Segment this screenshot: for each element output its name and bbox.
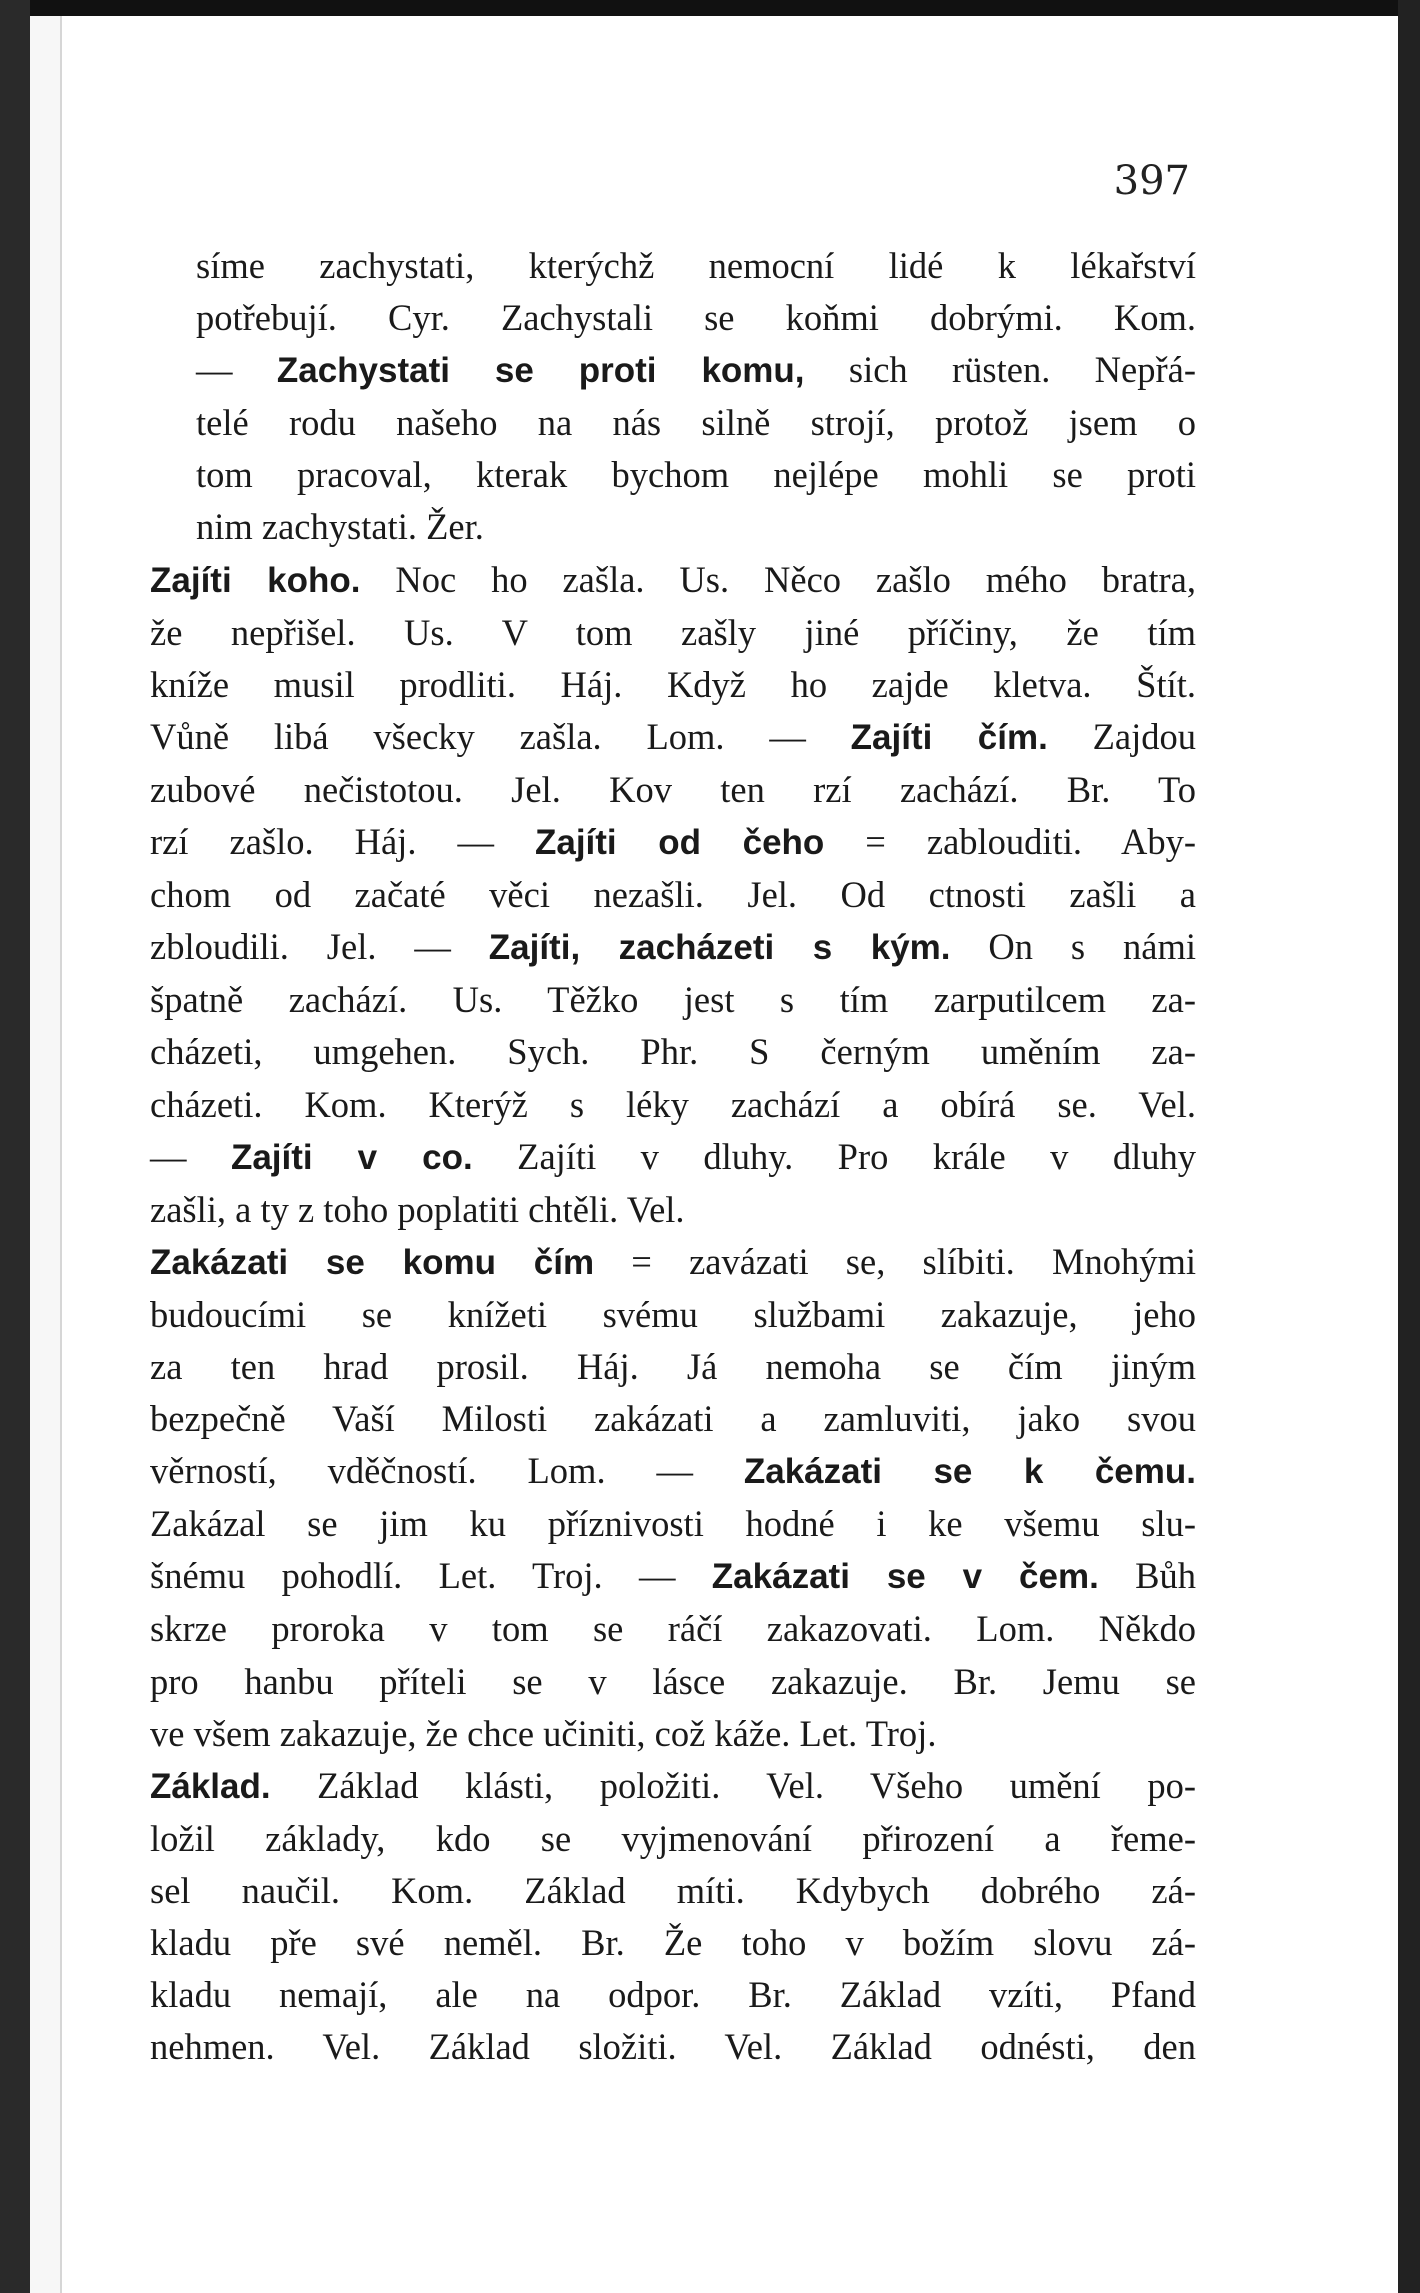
text-line (150, 1341, 1196, 1393)
text-line (150, 1550, 1196, 1603)
line-text: chom od začaté věci nezašli. Jel. Od ctnosti zašli a (150, 874, 1196, 916)
line-text: že nepřišel. Us. V tom zašly jiné příčiny, že tím (150, 611, 1196, 653)
text-line (150, 1917, 1196, 1969)
line-text: kladu pře své neměl. Br. Že toho v božím slovu zá- (150, 1922, 1196, 1963)
text-line (150, 1969, 1196, 2021)
text-line (196, 292, 1196, 344)
text-line (196, 397, 1196, 449)
line-text: kladu nemají, ale na odpor. Br. Základ vzíti, Pfand (150, 1974, 1196, 2016)
line-text: zašli, a ty z toho poplatiti chtěli. Vel. (150, 1188, 685, 1230)
text-line (150, 659, 1196, 711)
line-text: věrností, vděčností. Lom. — (150, 1450, 744, 1492)
text-line (150, 1760, 1196, 1813)
entry-zajiti (150, 554, 1196, 1236)
line-text: cházeti. Kom. Kterýž s léky zachází a obírá se. Vel. (150, 1083, 1196, 1125)
text-line (150, 1813, 1196, 1865)
text-line (150, 1498, 1196, 1550)
scan-right-border (1398, 0, 1420, 2293)
line-text: bezpečně Vaší Milosti zakázati a zamluviti, jako svou (150, 1398, 1196, 1440)
text-line (150, 764, 1196, 816)
book-gutter (30, 16, 62, 2293)
line-text: sel naučil. Kom. Základ míti. Kdybych dobrého zá- (150, 1869, 1196, 1911)
line-text: ve všem zakazuje, že chce učiniti, což káže. Let. Troj. (150, 1712, 937, 1754)
line-text: zbloudili. Jel. — (150, 926, 489, 968)
text-line (150, 974, 1196, 1026)
line-text: tom pracoval, kterak bychom nejlépe mohli se proti (196, 454, 1196, 496)
text-line (150, 554, 1196, 607)
line-text: On s námi (950, 926, 1197, 968)
text-line (150, 711, 1196, 764)
line-text: síme zachystati, kterýchž nemocní lidé k lékařství (196, 245, 1196, 286)
text-line (150, 1445, 1196, 1498)
headword: Zajíti, zacházeti s kým. (488, 928, 951, 968)
text-line (150, 816, 1196, 869)
text-line (150, 607, 1196, 659)
text-line (150, 1026, 1196, 1078)
line-text: Zajíti v dluhy. Pro krále v dluhy (472, 1135, 1197, 1177)
line-text: ložil základy, kdo se vyjmenování přirození a řeme- (150, 1817, 1196, 1859)
dictionary-page-body (150, 240, 1196, 2073)
text-line (150, 1131, 1197, 1184)
text-line (150, 1656, 1196, 1708)
line-text: Vůně libá všecky zašla. Lom. — (150, 715, 851, 757)
line-text: špatně zachází. Us. Těžko jest s tím zarputilcem za- (150, 979, 1196, 1021)
headword: Zajíti od čeho (534, 823, 825, 863)
line-text: skrze proroka v tom se ráčí zakazovati. Lom. Někdo (150, 1608, 1196, 1650)
headword: Zajíti v co. (230, 1137, 473, 1177)
text-line (196, 344, 1196, 397)
text-line (196, 501, 1196, 553)
line-text: — (196, 349, 277, 391)
line-text: — (150, 1135, 231, 1177)
headword: Zachystati se proti komu, (276, 351, 805, 391)
line-text: rzí zašlo. Háj. — (150, 821, 535, 863)
headword: Zakázati se k čemu. (743, 1452, 1196, 1492)
line-text: Základ klásti, položiti. Vel. Všeho umění po- (270, 1764, 1196, 1806)
text-line (150, 1708, 1196, 1760)
line-text: nim zachystati. Žer. (196, 506, 484, 548)
text-line (150, 869, 1196, 921)
text-line (196, 449, 1196, 501)
text-line (150, 1289, 1196, 1341)
text-line (150, 1603, 1196, 1655)
scan-left-border (0, 0, 30, 2293)
line-text: za ten hrad prosil. Háj. Já nemoha se čím jiným (150, 1345, 1196, 1387)
entry-zaklad (150, 1760, 1196, 2074)
line-text: potřebují. Cyr. Zachystali se koňmi dobrými. Kom. (196, 297, 1196, 339)
entry-zachystati-continued (150, 240, 1196, 554)
text-line (150, 1393, 1196, 1445)
text-line (150, 1865, 1196, 1917)
text-line (150, 921, 1197, 974)
line-text: sich rüsten. Nepřá- (804, 349, 1196, 391)
line-text: cházeti, umgehen. Sych. Phr. S černým uměním za- (150, 1031, 1196, 1073)
headword: Zajíti čím. (850, 717, 1048, 757)
line-text: telé rodu našeho na nás silně strojí, protož jsem o (196, 402, 1196, 444)
line-text: Zajdou (1047, 715, 1196, 757)
line-text: = zavázati se, slíbiti. Mnohými (594, 1240, 1196, 1282)
text-line (150, 1079, 1196, 1131)
line-text: budoucími se knížeti svému službami zakazuje, jeho (150, 1293, 1196, 1335)
headword: Zajíti koho. (150, 560, 361, 600)
entry-zakazati (150, 1236, 1196, 1760)
page-number: 397 (1113, 158, 1190, 204)
line-text: = zablouditi. Aby- (824, 821, 1196, 863)
text-line (150, 1236, 1196, 1289)
line-text: šnému pohodlí. Let. Troj. — (150, 1555, 712, 1597)
line-text: Zakázal se jim ku příznivosti hodné i ke všemu slu- (150, 1503, 1196, 1545)
scan-top-border (0, 0, 1420, 16)
text-line (150, 2021, 1196, 2073)
line-text: kníže musil prodliti. Háj. Když ho zajde kletva. Štít. (150, 663, 1196, 705)
text-line (196, 240, 1196, 292)
headword: Zakázati se komu čím (150, 1242, 595, 1282)
line-text: Bůh (1098, 1555, 1196, 1597)
text-line (150, 1184, 1196, 1236)
line-text: Noc ho zašla. Us. Něco zašlo mého bratra, (360, 558, 1196, 600)
line-text: zubové nečistotou. Jel. Kov ten rzí zachází. Br. To (150, 768, 1196, 810)
line-text: pro hanbu příteli se v lásce zakazuje. Br. Jemu se (150, 1660, 1196, 1702)
line-text: nehmen. Vel. Základ složiti. Vel. Základ odnésti, den (150, 2026, 1196, 2068)
headword: Základ. (150, 1766, 271, 1806)
headword: Zakázati se v čem. (711, 1557, 1099, 1597)
